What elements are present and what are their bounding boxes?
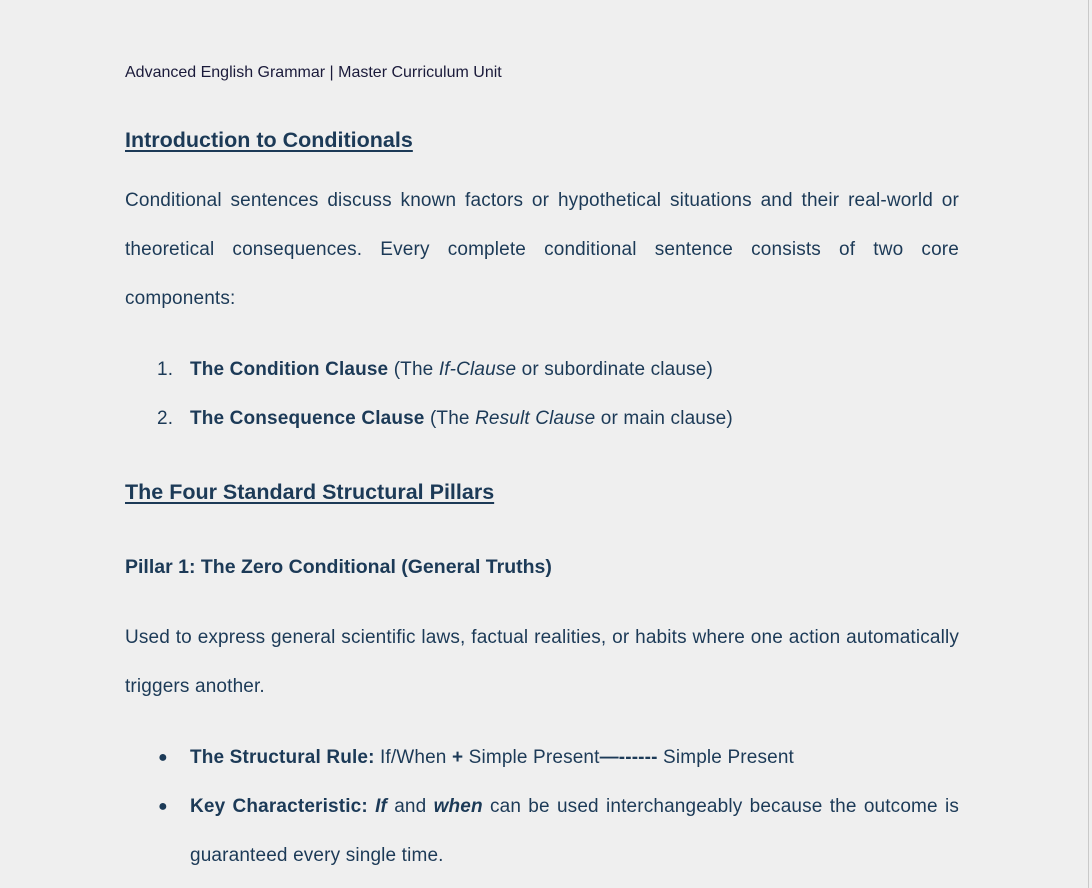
- text-run: or main clause): [595, 408, 733, 429]
- text-run: (The: [424, 408, 476, 429]
- text-run: and: [386, 796, 434, 817]
- section-heading-introduction: Introduction to Conditionals: [125, 128, 413, 152]
- when-word: when: [433, 796, 483, 817]
- rule-label: The Structural Rule:: [190, 747, 375, 768]
- text-run: Simple Present: [463, 747, 600, 768]
- text-run: Simple Present: [657, 747, 794, 768]
- list-number: 1.: [157, 359, 174, 380]
- list-item-text: [190, 394, 733, 443]
- bullet-icon: ●: [158, 798, 168, 815]
- text-run: If/When: [374, 747, 452, 768]
- window-edge: [1088, 0, 1089, 888]
- section-heading-pillars: The Four Standard Structural Pillars: [125, 480, 495, 504]
- list-item-text: [190, 782, 959, 880]
- characteristic-label: Key Characteristic:: [190, 796, 368, 817]
- text-run: (The: [388, 359, 439, 380]
- term-italic: If-Clause: [438, 359, 517, 380]
- if-word: If: [375, 796, 387, 817]
- document-header: Advanced English Grammar | Master Curriculum Unit: [125, 64, 502, 81]
- term-bold: The Condition Clause: [190, 359, 389, 380]
- text-run: can be used interchangeably because the outcome is guaranteed every single time.: [190, 796, 959, 866]
- subheading-pillar-1: Pillar 1: The Zero Conditional (General Truths): [125, 556, 552, 578]
- arrow-dashes: —------: [599, 747, 658, 768]
- plus-sign: +: [451, 747, 464, 768]
- term-italic: Result Clause: [475, 408, 596, 429]
- list-item-text: [190, 733, 959, 782]
- pillar-1-paragraph: Used to express general scientific laws, factual realities, or habits where one action automatically triggers another.: [125, 627, 959, 697]
- text-run: or subordinate clause): [516, 359, 713, 380]
- list-item-text: [190, 345, 713, 394]
- bullet-icon: ●: [158, 749, 168, 766]
- term-bold: The Consequence Clause: [190, 408, 425, 429]
- list-number: 2.: [157, 408, 174, 429]
- intro-paragraph: Conditional sentences discuss known factors or hypothetical situations and their real-world or theoretical consequences. Every complete conditional sentence consists of two core components:: [125, 190, 959, 309]
- text-run: [368, 796, 375, 817]
